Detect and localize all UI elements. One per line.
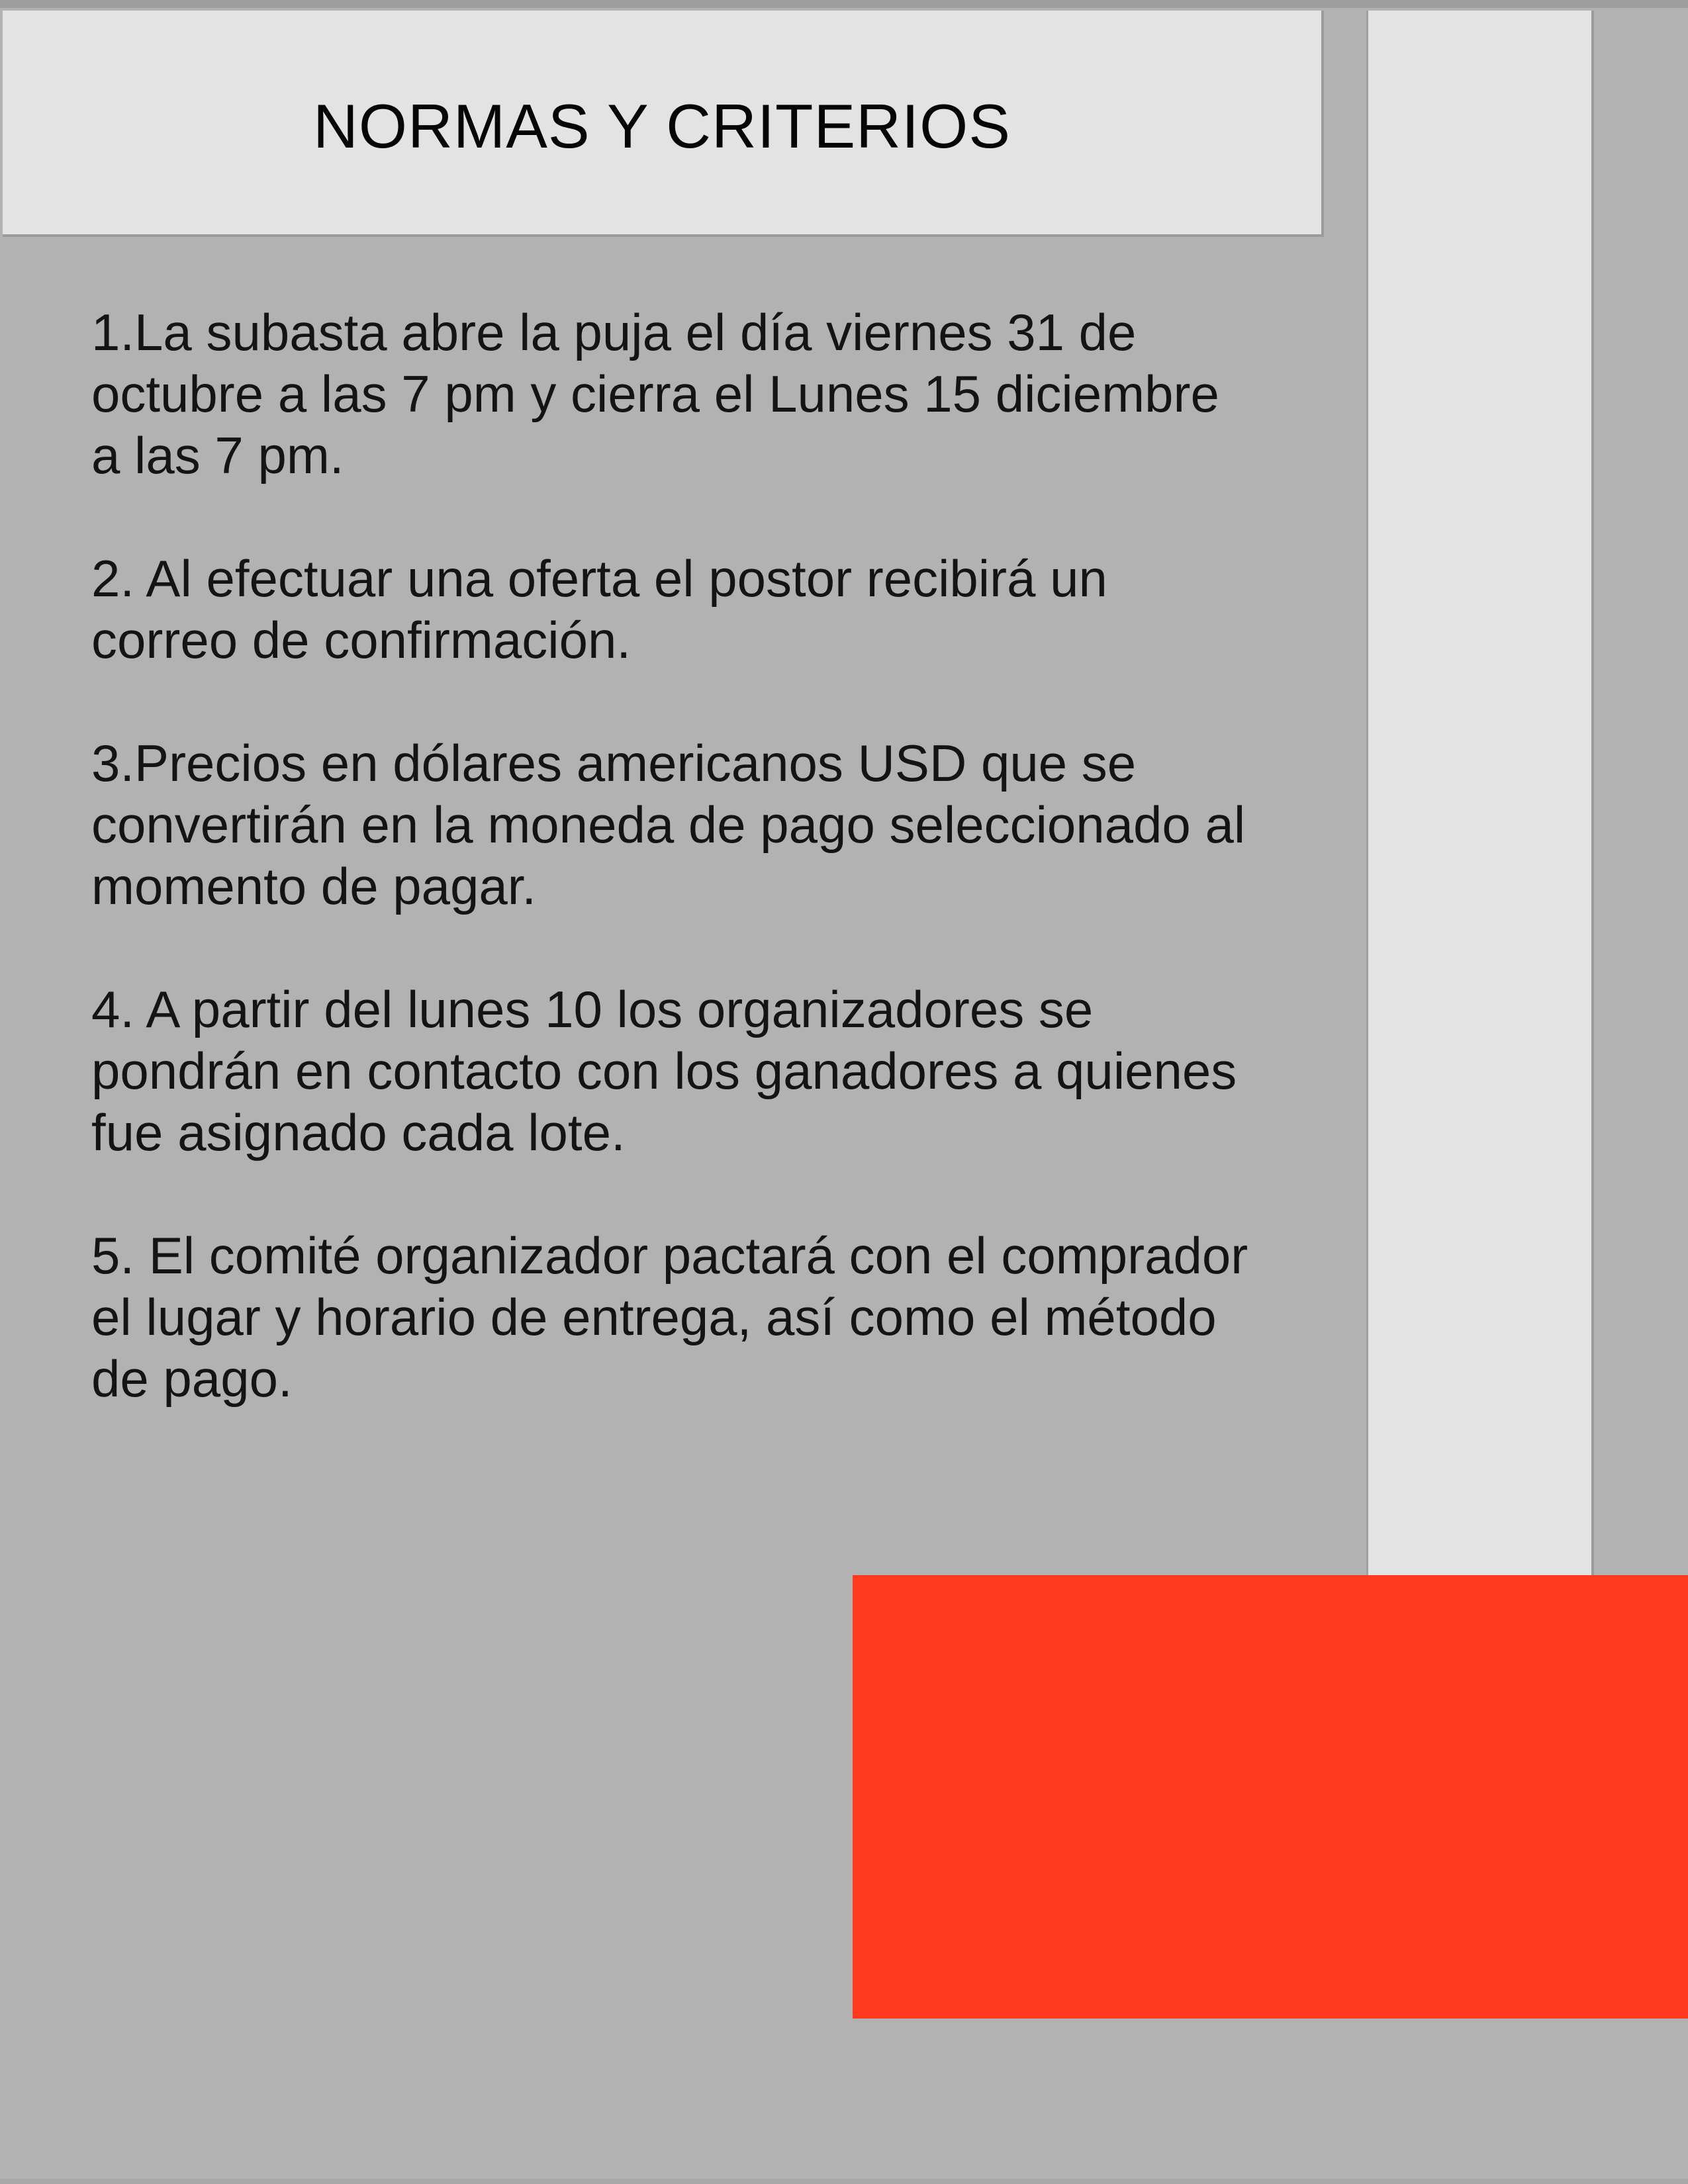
rule-5-line-2: el lugar y horario de entrega, así como el método: [91, 1288, 1217, 1346]
rule-4-line-1: 4. A partir del lunes 10 los organizadores se: [91, 980, 1094, 1038]
rule-item-2: [91, 548, 1349, 671]
rule-1-line-1: 1.La subasta abre la puja el día viernes 31 de: [91, 303, 1137, 361]
rule-4-line-2: pondrán en contacto con los ganadores a quienes: [91, 1042, 1237, 1100]
side-panel: [1366, 11, 1594, 1575]
rule-1-line-2: octubre a las 7 pm y cierra el Lunes 15 diciembre: [91, 365, 1219, 423]
page-title: NORMAS Y CRITERIOS: [313, 91, 1011, 161]
rule-5-line-3: de pago.: [91, 1349, 293, 1408]
title-banner: [3, 11, 1324, 237]
rule-2-line-2: correo de confirmación.: [91, 611, 632, 669]
rule-1-line-3: a las 7 pm.: [91, 426, 344, 484]
rules-list: [91, 302, 1349, 1471]
rule-3-line-1: 3.Precios en dólares americanos USD que se: [91, 734, 1137, 792]
rule-5-line-1: 5. El comité organizador pactará con el comprador: [91, 1226, 1248, 1285]
rule-item-4: [91, 979, 1349, 1163]
rule-4-line-3: fue asignado cada lote.: [91, 1103, 626, 1161]
rule-item-3: [91, 733, 1349, 917]
rule-item-1: [91, 302, 1349, 486]
rule-item-5: [91, 1225, 1349, 1410]
rule-3-line-3: momento de pagar.: [91, 857, 537, 915]
rule-2-line-1: 2. Al efectuar una oferta el postor recibirá un: [91, 549, 1107, 608]
top-edge-strip: [0, 0, 1688, 8]
bottom-edge-strip: [0, 2179, 1688, 2184]
rule-3-line-2: convertirán en la moneda de pago seleccionado al: [91, 796, 1246, 854]
red-accent-block: [853, 1575, 1688, 2019]
